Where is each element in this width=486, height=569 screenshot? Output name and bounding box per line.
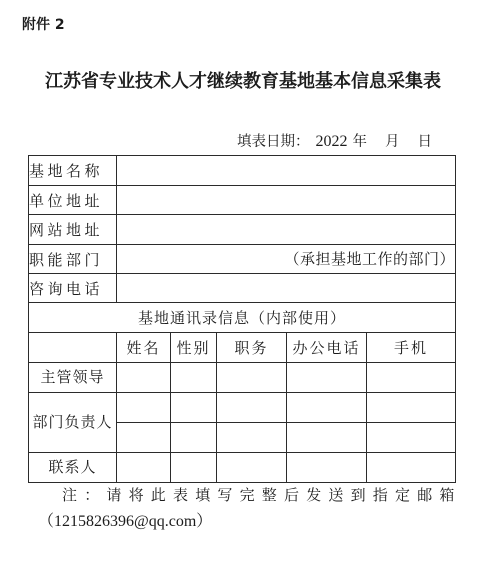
contacts-header-corner xyxy=(29,333,117,363)
supervisor-label: 主管领导 xyxy=(29,363,117,393)
functional-dept-note: （承担基地工作的部门） xyxy=(117,245,456,274)
contact-cell xyxy=(171,423,217,453)
contact-cell xyxy=(287,393,367,423)
base-name-value-cell xyxy=(117,156,456,186)
row-consult-phone xyxy=(29,274,456,303)
contact-cell xyxy=(217,453,287,483)
footer-note: 注：请将此表填写完整后发送到指定邮箱 xyxy=(62,486,462,504)
fill-date-year-unit: 年 xyxy=(352,134,367,150)
form-title: 江苏省专业技术人才继续教育基地基本信息采集表 xyxy=(45,71,441,92)
col-header-name: 姓名 xyxy=(117,333,171,363)
col-header-office-phone: 办公电话 xyxy=(287,333,367,363)
contacts-section-title: 基地通讯录信息（内部使用） xyxy=(29,303,456,333)
unit-address-label: 单位地址 xyxy=(29,186,117,215)
unit-address-value-cell xyxy=(117,186,456,215)
contact-row-dept-head xyxy=(29,393,456,423)
info-form-table xyxy=(28,155,456,483)
website-address-label: 网站地址 xyxy=(29,215,117,245)
contact-cell xyxy=(117,423,171,453)
contact-cell xyxy=(171,363,217,393)
contact-cell xyxy=(217,393,287,423)
row-unit-address xyxy=(29,186,456,215)
functional-dept-label: 职能部门 xyxy=(29,245,117,274)
contact-cell xyxy=(287,453,367,483)
consult-phone-label: 咨询电话 xyxy=(29,274,117,303)
contact-cell xyxy=(117,393,171,423)
contact-cell xyxy=(171,393,217,423)
row-website-address xyxy=(29,215,456,245)
col-header-mobile: 手机 xyxy=(367,333,456,363)
contact-cell xyxy=(367,393,456,423)
contact-cell xyxy=(217,423,287,453)
row-contacts-section xyxy=(29,303,456,333)
contact-row-supervisor xyxy=(29,363,456,393)
contact-row-contact-person xyxy=(29,453,456,483)
fill-date xyxy=(237,134,432,150)
contact-cell xyxy=(367,363,456,393)
col-header-gender: 性别 xyxy=(171,333,217,363)
fill-date-day-unit: 日 xyxy=(417,134,432,150)
base-name-label: 基地名称 xyxy=(29,156,117,186)
row-functional-dept xyxy=(29,245,456,274)
footer-email: （1215826396@qq.com） xyxy=(38,513,213,530)
fill-date-month-unit: 月 xyxy=(385,134,400,150)
contact-person-label: 联系人 xyxy=(29,453,117,483)
contact-cell xyxy=(171,453,217,483)
contact-cell xyxy=(367,423,456,453)
contact-cell xyxy=(217,363,287,393)
contact-cell xyxy=(287,423,367,453)
fill-date-label: 填表日期： xyxy=(237,134,310,150)
contact-cell xyxy=(117,453,171,483)
row-base-name xyxy=(29,156,456,186)
contact-cell xyxy=(287,363,367,393)
attachment-label: 附件 2 xyxy=(22,17,65,33)
fill-date-year: 2022 xyxy=(315,133,348,150)
row-contacts-header xyxy=(29,333,456,363)
dept-head-label: 部门负责人 xyxy=(29,393,117,453)
contact-cell xyxy=(367,453,456,483)
col-header-position: 职务 xyxy=(217,333,287,363)
website-address-value-cell xyxy=(117,215,456,245)
consult-phone-value-cell xyxy=(117,274,456,303)
contact-cell xyxy=(117,363,171,393)
